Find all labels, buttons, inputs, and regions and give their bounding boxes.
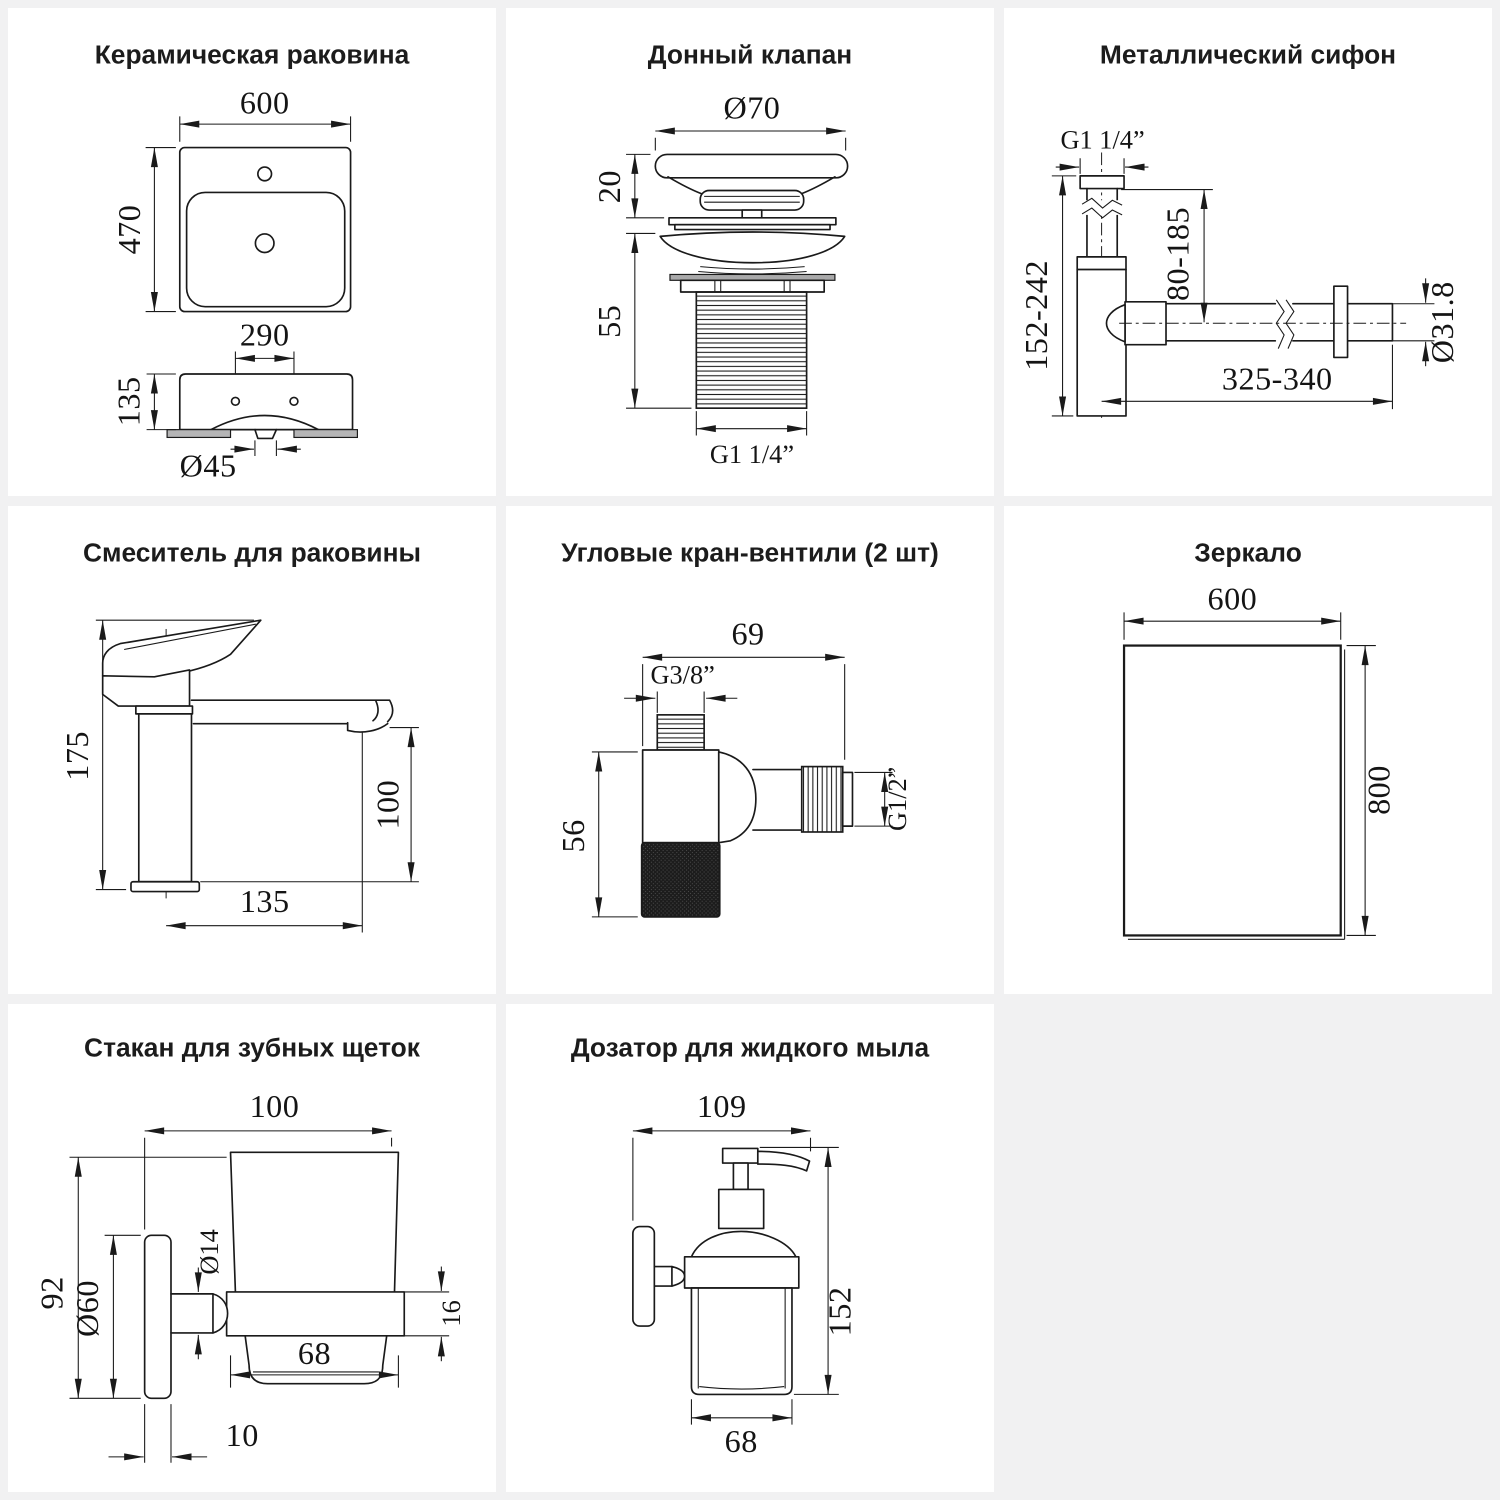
drain-hole (255, 234, 274, 253)
drain-valve-drawing (506, 8, 994, 496)
dim-label-thread: G1 1/4” (709, 439, 795, 469)
dim-label-cap-diameter: Ø70 (723, 89, 781, 126)
card-drain-valve (506, 8, 994, 496)
wall-plate (145, 1235, 171, 1398)
empty-cell (1004, 1004, 1492, 1492)
dim-label-arm-diameter: Ø14 (194, 1229, 224, 1275)
card-title: Зеркало (1194, 537, 1302, 568)
dim-label-height: 92 (33, 1276, 70, 1310)
card-title: Керамическая раковина (94, 39, 410, 70)
pump-spout (758, 1151, 810, 1171)
dim-label-height: 152 (821, 1286, 858, 1337)
card-title: Стакан для зубных щеток (84, 1032, 420, 1063)
toothbrush-holder-drawing (8, 1004, 496, 1492)
sink-top-view (180, 148, 351, 312)
card-soap-dispenser (506, 1004, 994, 1492)
card-title: Металлический сифон (1099, 39, 1397, 70)
faucet-hole (258, 167, 272, 181)
dim-label-outlet-thread: G1/2” (883, 766, 913, 831)
dim-label-depth: 109 (696, 1088, 747, 1125)
soap-dispenser-drawing (506, 1004, 994, 1492)
card-toothbrush-holder (8, 1004, 496, 1492)
card-title: Донный клапан (647, 39, 853, 70)
holder-ring (685, 1257, 799, 1288)
dim-label-plate-thickness: 10 (225, 1417, 259, 1454)
wall-plate (633, 1227, 654, 1327)
card-title: Дозатор для жидкого мыла (570, 1032, 930, 1063)
dim-label-width: 600 (1207, 580, 1258, 617)
dim-label-depth: 470 (110, 204, 147, 255)
dim-label-bottle-width: 68 (724, 1422, 758, 1459)
dim-label-body-height: 55 (591, 304, 628, 338)
spout-aerator (348, 723, 388, 732)
dim-label-drain: Ø45 (179, 447, 237, 484)
mirror-drawing (1004, 506, 1492, 994)
card-title: Смеситель для раковины (82, 537, 422, 568)
mirror-body (1124, 646, 1345, 940)
card-angle-valves (506, 506, 994, 994)
dim-label-spout-reach: 135 (239, 883, 290, 920)
dim-label-depth: 100 (249, 1088, 300, 1125)
card-ceramic-sink (8, 8, 496, 496)
wall-flange (1334, 286, 1348, 357)
dim-label-thread: G1 1/4” (1060, 125, 1145, 155)
threaded-tube (696, 292, 806, 408)
inlet-nipple (657, 715, 704, 750)
dim-label-length: 69 (731, 615, 765, 652)
dim-label-inlet-range: 80-185 (1159, 206, 1196, 302)
dim-label-inlet-thread: G3/8” (650, 660, 715, 690)
dim-label-cup-width: 68 (297, 1335, 332, 1372)
metal-siphon-drawing (1004, 8, 1492, 496)
holder-ring (227, 1292, 405, 1336)
card-title: Угловые кран-вентили (2 шт) (561, 537, 939, 568)
card-metal-siphon (1004, 8, 1492, 496)
dim-label-plate-diameter: Ø60 (68, 1280, 105, 1337)
dim-label-spout-height: 100 (369, 779, 406, 830)
dim-label-height: 800 (1360, 765, 1397, 815)
card-basin-faucet (8, 506, 496, 994)
pump-head (723, 1148, 758, 1163)
sink-side-view (167, 374, 357, 438)
dim-label-ring-height: 16 (436, 1300, 466, 1327)
dispenser-body (633, 1148, 810, 1394)
knurled-handle (642, 843, 720, 917)
faucet-body (103, 620, 393, 898)
basin-faucet-drawing (8, 506, 496, 994)
valve-body (655, 154, 847, 408)
dim-label-cap-height: 20 (591, 170, 628, 204)
dim-label-width: 600 (239, 84, 290, 121)
dim-label-pipe-diameter: Ø31.8 (1423, 281, 1460, 364)
dim-label-height: 56 (555, 819, 592, 853)
outlet-thread (802, 767, 843, 832)
dim-label-height: 175 (59, 730, 96, 781)
card-mirror (1004, 506, 1492, 994)
ceramic-sink-drawing (8, 8, 496, 496)
dim-label-side-height: 135 (110, 376, 147, 427)
dim-label-hole-spacing: 290 (239, 316, 290, 353)
holder-body (145, 1152, 405, 1398)
angle-valve-body (642, 715, 853, 917)
dim-label-height-range: 152-242 (1017, 260, 1054, 371)
angle-valves-drawing (506, 506, 994, 994)
dim-label-length-range: 325-340 (1221, 360, 1333, 397)
